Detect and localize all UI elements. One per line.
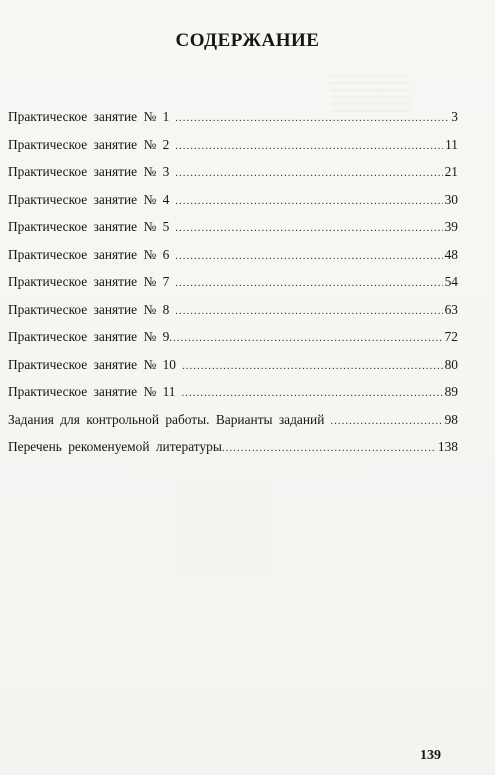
toc-leader-dots bbox=[175, 305, 442, 317]
toc-leader-dots bbox=[175, 167, 442, 179]
toc-entry-label: Практическое занятие № 11 bbox=[8, 384, 176, 399]
toc-entry-page: 30 bbox=[444, 191, 458, 207]
toc-entry-label: Задания для контрольной работы. Варианты заданий bbox=[8, 411, 325, 427]
page-title: СОДЕРЖАНИЕ bbox=[175, 30, 320, 51]
toc-entry-page: 54 bbox=[444, 274, 458, 289]
toc-leader-dots bbox=[175, 277, 442, 289]
toc-entry-page: 11 bbox=[445, 136, 458, 152]
toc-entry-page: 48 bbox=[444, 246, 458, 262]
toc-entry-label: Практическое занятие № 3 bbox=[8, 164, 170, 179]
toc-entry bbox=[8, 247, 458, 275]
toc-entry bbox=[8, 302, 458, 330]
toc-leader-dots bbox=[330, 415, 442, 427]
toc-leader-dots bbox=[222, 442, 436, 454]
toc-entry-label: Практическое занятие № 2 bbox=[8, 136, 170, 152]
toc-leader-dots bbox=[175, 195, 442, 207]
toc-entry bbox=[8, 192, 458, 220]
toc-entry bbox=[8, 329, 458, 357]
toc-entry bbox=[8, 164, 458, 192]
toc-entry-page: 89 bbox=[444, 384, 458, 399]
toc-entry bbox=[8, 439, 458, 467]
toc-entry bbox=[8, 384, 458, 412]
toc-entry bbox=[8, 274, 458, 302]
toc-entry-label: Практическое занятие № 8 bbox=[8, 301, 170, 317]
toc-entry-label: Практическое занятие № 10 bbox=[8, 356, 176, 372]
toc-entry-page: 72 bbox=[444, 329, 458, 344]
toc-entry-page: 98 bbox=[444, 411, 458, 427]
toc-leader-dots bbox=[182, 360, 443, 372]
toc-entry bbox=[8, 412, 458, 440]
toc-entry bbox=[8, 137, 458, 165]
toc-leader-dots bbox=[175, 222, 442, 234]
toc-leader-dots bbox=[175, 250, 442, 262]
toc-entry-label: Практическое занятие № 6 bbox=[8, 246, 170, 262]
bleed-through-mark bbox=[178, 480, 274, 572]
toc-entry-page: 80 bbox=[444, 356, 458, 372]
toc-entry-page: 39 bbox=[444, 219, 458, 234]
toc-entry bbox=[8, 109, 458, 137]
toc-entry-page: 21 bbox=[444, 164, 458, 179]
toc-entry-label: Перечень рекоменуемой литературы bbox=[8, 439, 222, 454]
toc-leader-dots bbox=[169, 332, 442, 344]
toc-leader-dots bbox=[175, 140, 443, 152]
toc-entry-label: Практическое занятие № 5 bbox=[8, 219, 170, 234]
toc-leader-dots bbox=[181, 387, 442, 399]
toc-entry-label: Практическое занятие № 7 bbox=[8, 274, 170, 289]
page-number: 139 bbox=[420, 748, 441, 763]
toc-entry-page: 138 bbox=[437, 439, 458, 454]
toc-entry-page: 63 bbox=[444, 301, 458, 317]
toc-entry-label: Практическое занятие № 1 bbox=[8, 109, 170, 124]
toc-entry-label: Практическое занятие № 9 bbox=[8, 329, 170, 344]
toc-entry-label: Практическое занятие № 4 bbox=[8, 191, 170, 207]
toc-entry bbox=[8, 357, 458, 385]
toc-entry-page: 3 bbox=[451, 109, 458, 124]
toc-entry bbox=[8, 219, 458, 247]
table-of-contents bbox=[8, 109, 458, 467]
toc-leader-dots bbox=[175, 112, 449, 124]
